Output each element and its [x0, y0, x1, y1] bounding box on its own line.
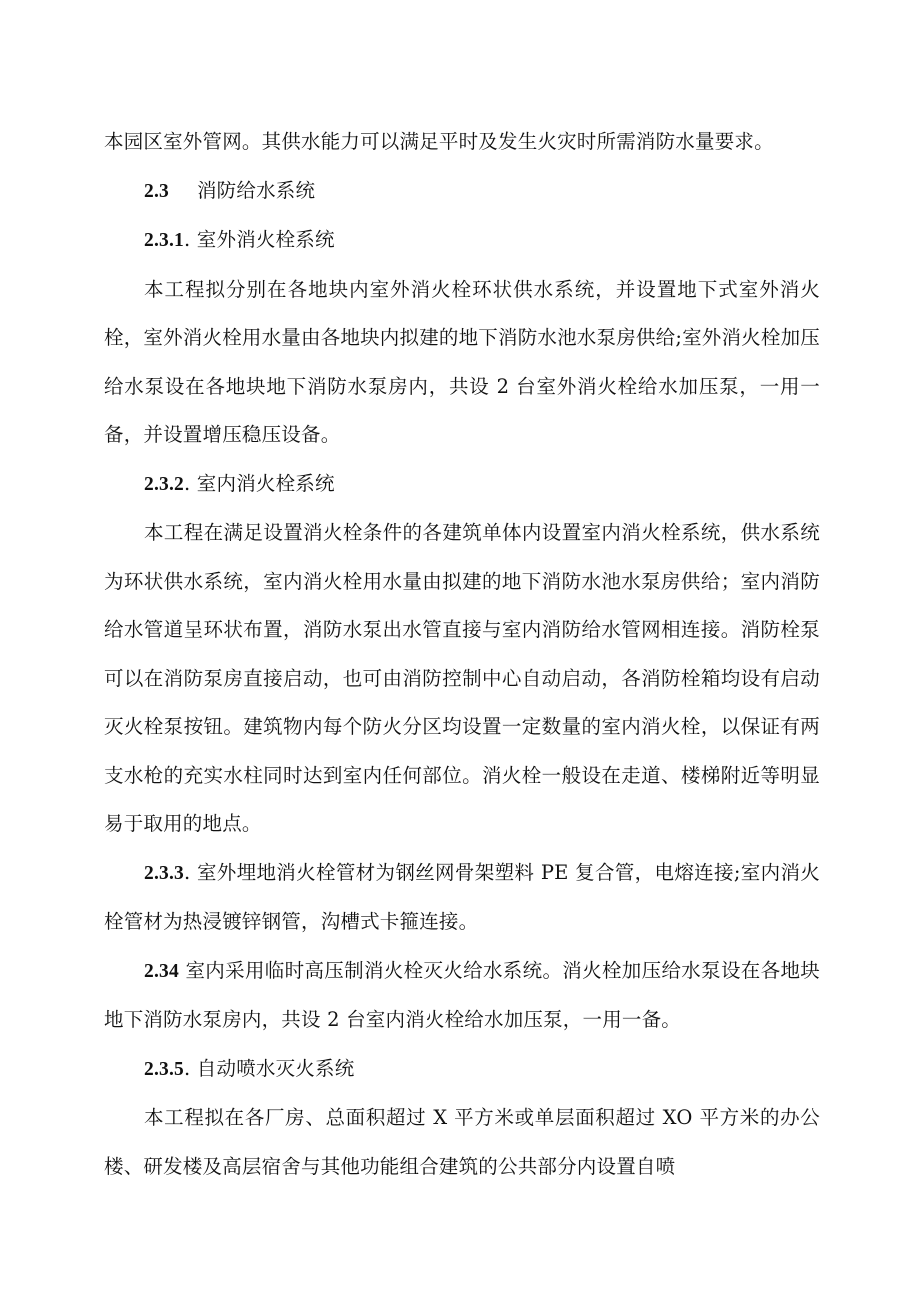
section-heading-2-3-2	[104, 460, 820, 510]
paragraph-continuation	[104, 118, 820, 167]
section-heading-2-3-5	[104, 1045, 820, 1095]
document-body	[104, 118, 820, 1191]
section-heading-2-3-1	[104, 216, 820, 266]
section-heading-2-3	[104, 167, 820, 217]
section-title: . 室外消火栓系统	[184, 228, 335, 251]
section-number: 2.3.2	[144, 473, 184, 495]
section-number: 2.3.5	[144, 1058, 184, 1080]
section-number: 2.3.3	[144, 862, 184, 884]
paragraph-text: 本工程拟分别在各地块内室外消火栓环状供水系统，并设置地下式室外消火栓，室外消火栓用水量由各地块内拟建的地下消防水池水泵房供给;室外消火栓加压给水泵设在各地块地下消防水泵房内，共设 2 台室外消火栓给水加压泵，一用一备，并设置增压稳压设备。	[104, 277, 820, 446]
paragraph-indoor-hydrant	[104, 509, 820, 849]
section-title: . 自动喷水灭火系统	[184, 1056, 355, 1080]
section-number: 2.3	[144, 180, 169, 202]
paragraph-2-3-4	[104, 947, 820, 1045]
section-title: 消防给水系统	[196, 178, 316, 202]
paragraph-text: 本工程拟在各厂房、总面积超过 X 平方米或单层面积超过 XO 平方米的办公楼、研发楼及高层宿舍与其他功能组合建筑的公共部分内设置自喷	[104, 1106, 820, 1178]
section-number: 2.34	[144, 960, 179, 982]
paragraph-sprinkler	[104, 1094, 820, 1191]
section-title: . 室内消火栓系统	[184, 471, 335, 495]
paragraph-outdoor-hydrant	[104, 266, 820, 460]
paragraph-2-3-3	[104, 849, 820, 947]
section-number: 2.3.1	[144, 230, 184, 251]
paragraph-text: 本园区室外管网。其供水能力可以满足平时及发生火灾时所需消防水量要求。	[104, 130, 774, 153]
paragraph-text: 本工程在满足设置消火栓条件的各建筑单体内设置室内消火栓系统，供水系统为环状供水系统，室内消火栓用水量由拟建的地下消防水池水泵房供给；室内消防给水管道呈环状布置，消防水泵出水管直接与室内消防给水管网相连接。消防栓泵可以在消防泵房直接启动，也可由消防控制中心自动启动，各消防栓箱均设有启动灭火栓泵按钮。建筑物内每个防火分区均设置一定数量的室内消火栓，以保证有两支水枪的充实水柱同时达到室内任何部位。消火栓一般设在走道、楼梯附近等明显易于取用的地点。	[104, 521, 820, 835]
paragraph-text: . 室外埋地消火栓管材为钢丝网骨架塑料 PE 复合管，电熔连接;室内消火栓管材为热浸镀锌钢管，沟槽式卡箍连接。	[104, 860, 820, 933]
paragraph-text: 室内采用临时高压制消火栓灭火给水系统。消火栓加压给水泵设在各地块地下消防水泵房内，共设 2 台室内消火栓给水加压泵，一用一备。	[104, 958, 820, 1031]
